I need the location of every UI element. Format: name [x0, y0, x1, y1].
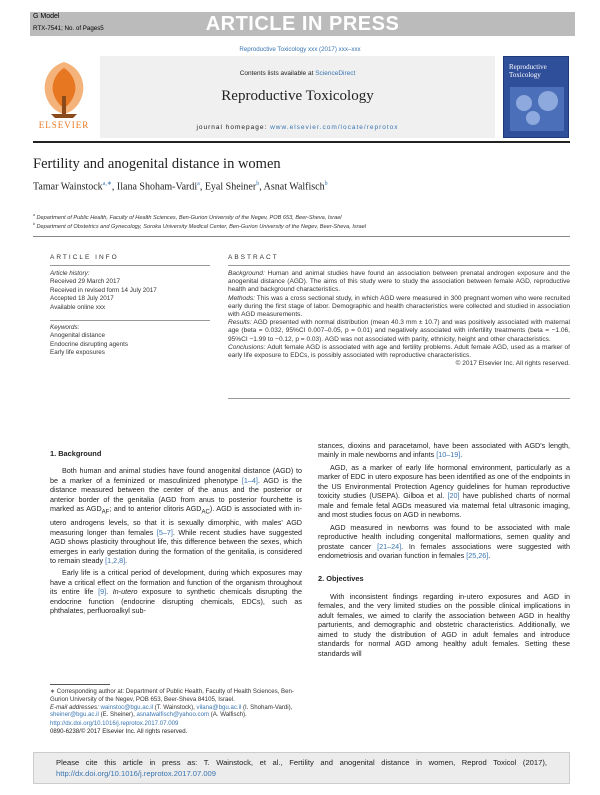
abstract-rule [228, 265, 570, 266]
footnote-rule [50, 684, 110, 685]
abstract-label: Results: [228, 319, 252, 327]
author-affiliation-mark[interactable]: a,∗ [102, 181, 112, 187]
paragraph: Both human and animal studies have found anogenital distance (AGD) to be a marker of a feminized or masculinized phenotype [1–4]. AGD is the distance measured between the center of the anus and the posterior or anterior border of the genitalia (AGD from anus to posterior fourchette is marked as $AGD_{AF}$; and to anterior clitoris $AGD_{AC}$). AGD is associated with in-utero androgens levels, so that it is sexually dimorphic, with males' AGD measuring longer than females [5–7]. While recent studies have suggested AGD shows plasticity throughout life, this difference between the sexes, which emerges in early gestation during the formation of the genitalia, is considered to remain steady [1,2,8]. [50, 466, 303, 565]
article-info-rule [50, 265, 210, 266]
reference-link[interactable]: [1,2,8] [105, 555, 126, 565]
reference-link[interactable]: [25,26] [466, 550, 489, 560]
reference-link[interactable]: [10–19] [436, 450, 461, 460]
affiliation-rule [33, 236, 570, 237]
article-history [50, 270, 210, 312]
affiliation-text: Department of Public Health, Faculty of Health Sciences, Ben-Gurion University of the Negev, POB 653, Beer-Sheva, Israel [36, 214, 342, 221]
body-right-column [318, 441, 570, 661]
abstract-text: Human and animal studies have found an association between prenatal androgen exposure and the anogenital distance (AGD). The aims of this study were to study the association between female AGD, reproductive health and background characteristics. [228, 270, 570, 294]
elsevier-wordmark: ELSEVIER [38, 120, 90, 130]
author-name[interactable]: Eyal Sheiner [204, 181, 257, 193]
homepage-line [100, 124, 495, 131]
paragraph: stances, dioxins and paracetamol, have been associated with AGD's length, mainly in male newborns and infants [10–19]. [318, 441, 570, 460]
email-link[interactable]: vilana@bgu.ac.il [196, 703, 242, 711]
reference-link[interactable]: [5–7] [156, 527, 173, 537]
history-label: Article history: [50, 270, 90, 277]
abstract-conclusions [228, 344, 570, 360]
abstract-body [228, 270, 570, 368]
manuscript-id: RTX-7541; No. of Pages5 [33, 25, 104, 32]
abstract-bottom-rule [228, 398, 570, 399]
author-affiliation-mark[interactable]: a [197, 181, 200, 187]
email-link[interactable]: sheiner@bgu.ac.il [50, 711, 99, 719]
reference-link[interactable]: [20] [447, 491, 460, 501]
paragraph: With inconsistent findings regarding in-utero exposures and AGD in females, and the very limited studies on the possible clinical implications in adult females, we aimed to clarify the association between AGD in healthy parturients, and demographic and obstetric characteristics. Additionally, we aimed to study the distribution of AGD in adult females and introduce standards for normal AGD among healthy adult females. Setting these standards will [318, 591, 570, 658]
elsevier-logo [33, 56, 95, 132]
homepage-prefix: journal homepage: [196, 124, 271, 131]
reference-link[interactable]: [21–24] [377, 541, 402, 551]
article-info-heading: ARTICLE INFO [50, 254, 119, 261]
keywords [50, 324, 210, 358]
affiliation-text: Department of Obstetrics and Gynecology, Soroka University Medical Center, Ben-Gurion University of the Negev, Beer-Sheva, Israel [36, 223, 366, 230]
history-item: Available online xxx [50, 303, 106, 311]
journal-citation-link[interactable]: Reproductive Toxicology xxx (2017) xxx–xxx [239, 46, 361, 53]
affiliation-b [33, 222, 366, 230]
abstract-text: This was a cross sectional study, in which AGD were measured in 300 pregnant women who were recruited early during the first stage of labor. Demographic and health characteristics were collected and studied in association with AGD measurements. [228, 294, 570, 319]
abstract-results [228, 319, 570, 344]
journal-cover-image [503, 56, 569, 138]
affiliation-mark: a [33, 213, 35, 217]
keywords-rule [50, 320, 210, 321]
email-addresses: E-mail addresses: wainstoc@bgu.ac.il (T. Wainstock), vilana@bgu.ac.il (I. Shoham-Vardi), sheiner@bgu.ac.il (E. Sheiner), asnatwalfisch@yahoo.com (A. Walfisch). [50, 703, 293, 719]
abstract-label: Conclusions: [228, 343, 266, 351]
author-list: Tamar Wainstock$^{a,∗}$, Ilana Shoham-Vardi$^a$, Eyal Sheiner$^b$, Asnat Walfisch$^b$ [33, 181, 328, 193]
cover-artwork [510, 87, 564, 131]
email-link[interactable]: asnatwalfisch@yahoo.com [136, 711, 210, 719]
keyword-item: Early life exposures [50, 349, 105, 357]
homepage-link[interactable]: www.elsevier.com/locate/reprotox [270, 124, 399, 131]
keywords-label: Keywords: [50, 324, 80, 331]
paragraph: AGD, as a marker of early life hormonal environment, particularly as a marker of EDC in utero exposure has been identified as one of the endpoints in the US Environmental Protection Agency guidelines for human reproductive toxicity studies (USEPA). Gilboa et al. [20] have published charts of normal male and female fetal AGDs measured via maternal fetal ultrasonic imaging, and most studies focus on AGD in newborns. [318, 462, 570, 520]
abstract-text: Adult female AGD is associated with age and fertility problems. Adult female AGD, used as a marker of early life exposure to EDCs, is possibly associated with reproductive characteristics. [228, 343, 570, 360]
author-name[interactable]: Asnat Walfisch [263, 181, 325, 193]
paragraph: Early life is a critical period of development, during which exposures may have a critical effect on the formation and function of the organism throughout its entire life [9]. In-utero exposure to synthetic chemicals disrupting the endocrine function (endocrine disrupting chemicals, EDCs), such as phthalates, perfluoroalkyl sub- [50, 568, 302, 616]
author-name[interactable]: Ilana Shoham-Vardi [116, 181, 198, 193]
abstract-methods [228, 295, 570, 320]
abstract-label: Background: [228, 270, 265, 277]
contents-prefix: Contents lists available at [239, 70, 316, 77]
reference-link[interactable]: [1–4] [241, 475, 258, 485]
author-affiliation-mark[interactable]: b [324, 181, 328, 187]
abstract-heading: ABSTRACT [228, 254, 279, 261]
contents-line [100, 70, 495, 77]
corresponding-author-footnote [50, 688, 302, 719]
journal-name: Reproductive Toxicology [221, 88, 374, 104]
issn-line: 0890-6238/© 2017 Elsevier Inc. All rights reserved. [50, 727, 188, 735]
article-in-press-banner: ARTICLE IN PRESS [30, 12, 575, 36]
history-item: Received 29 March 2017 [50, 278, 121, 286]
paragraph: AGD measured in newborns was found to be associated with male reproductive health including congenital malformations, semen quality and prostate cancer [21–24]. In females associations were suggested with endometriosis and ovarian function in females [25,26]. [318, 522, 570, 560]
header-rule [33, 141, 570, 143]
body-left-column [50, 441, 302, 619]
abstract-label: Methods: [228, 294, 255, 302]
cite-doi-link[interactable]: http://dx.doi.org/10.1016/j.reprotox.2017.07.009 [56, 769, 217, 778]
author-affiliation-mark[interactable]: b [256, 181, 260, 187]
keyword-item: Endocrine disrupting agents [50, 340, 129, 348]
cover-title: Reproductive Toxicology [509, 63, 547, 79]
model-label: G Model [33, 13, 60, 20]
corresponding-author: ∗ Corresponding author at: Department of Public Health, Faculty of Health Sciences, Ben-Gurion University of the Negev, POB 653, Beer-Sheva 84105, Israel. [50, 688, 294, 703]
doi-info [50, 720, 302, 736]
doi-link[interactable]: http://dx.doi.org/10.1016/j.reprotox.2017.07.009 [50, 720, 179, 727]
affiliation-mark: b [33, 222, 35, 226]
section-heading-background: 1. Background [50, 449, 102, 458]
cite-box [33, 752, 570, 784]
abstract-background [228, 270, 570, 295]
history-item: Accepted 18 July 2017 [50, 295, 114, 303]
copyright: © 2017 Elsevier Inc. All rights reserved. [455, 360, 570, 368]
keyword-item: Anogenital distance [50, 332, 105, 340]
history-item: Received in revised form 14 July 2017 [50, 286, 157, 294]
cite-text: Please cite this article in press as: T. Wainstock, et al., Fertility and anogenital distance in women, Reprod Toxicol (2017), [56, 758, 547, 767]
email-link[interactable]: wainstoc@bgu.ac.il [100, 703, 154, 711]
sciencedirect-link[interactable]: ScienceDirect [315, 70, 356, 77]
affiliation-a [33, 213, 342, 221]
abstract-text: AGD presented with normal distribution (mean 40.3 mm ± 10.7) and was positively associated with maternal age (beta = 0.032, 95%CI 0.007–0.05, p = 0.01) and negatively associated with infertility treatments (beta = −1.06, 95%CI −1.99 to −0.12, p = 0.03). AGD was not associated with parity, ethnicity, height and other characteristics. [228, 319, 570, 343]
reference-link[interactable]: [9] [98, 587, 107, 597]
article-title: Fertility and anogenital distance in women [33, 156, 281, 172]
section-heading-objectives: 2. Objectives [318, 574, 364, 584]
author-name[interactable]: Tamar Wainstock [33, 181, 103, 193]
